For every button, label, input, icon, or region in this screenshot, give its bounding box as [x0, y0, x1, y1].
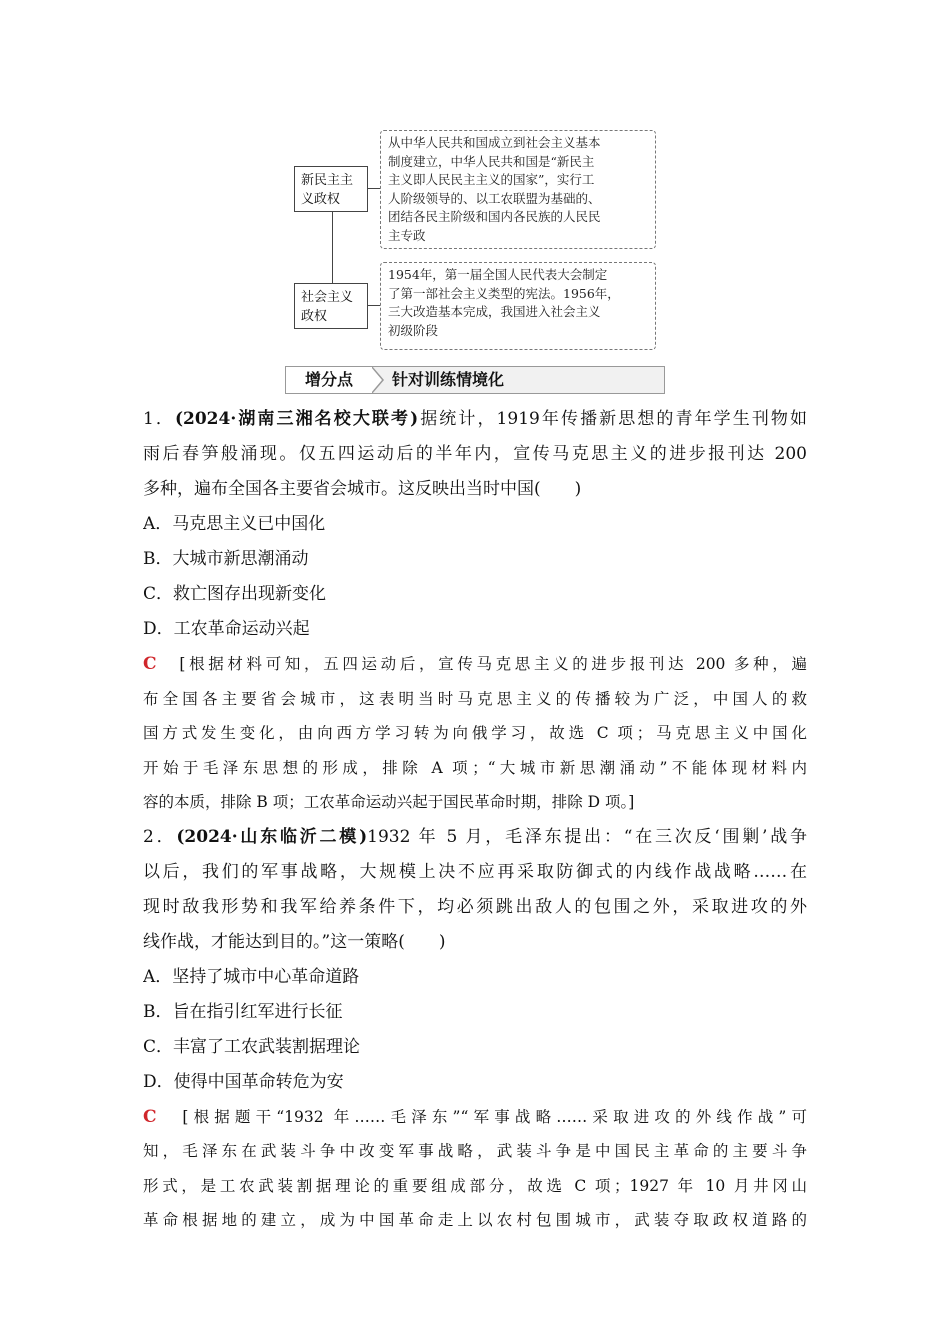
option-a: A．坚持了城市中心革命道路	[143, 966, 360, 987]
option-c: C．救亡图存出现新变化	[143, 584, 327, 604]
analysis-line: 开始于毛泽东思想的形成，排除 A 项；“大城市新思潮涌动”不能体现材料内	[143, 758, 807, 777]
desc-line: 人阶级领导的、以工农联盟为基础的、	[388, 190, 601, 206]
connector-bottom	[368, 305, 380, 306]
question-2	[143, 820, 807, 1238]
node-socialist	[294, 283, 368, 329]
desc-line: 制度建立，中华人民共和国是“新民主	[388, 153, 595, 169]
question-stem-line: 现时敌我形势和我军给养条件下，均必须跳出敌人的包围之外，采取进攻的外	[143, 896, 807, 917]
question-source: (2024·山东临沂二模)	[176, 826, 368, 847]
question-stem-line: 多种，遍布全国各主要省会城市。这反映出当时中国( )	[143, 479, 582, 499]
question-stem-line: 线作战，才能达到目的。”这一策略( )	[143, 931, 446, 952]
answer-letter: C	[143, 654, 157, 674]
question-stem-line: 雨后春笋般涌现。仅五四运动后的半年内，宣传马克思主义的进步报刊达 200	[143, 444, 807, 464]
node-new-democracy	[294, 166, 368, 212]
option-b: B．旨在指引红军进行长征	[143, 1001, 343, 1022]
desc-line: 主义即人民民主主义的国家”，实行工	[388, 172, 595, 187]
node-label: 义政权	[301, 192, 341, 207]
desc-new-democracy	[380, 130, 656, 249]
analysis-line: 国方式发生变化，由向西方学习转为向俄学习，故选 C 项；马克思主义中国化	[143, 724, 807, 742]
analysis-line: 革命根据地的建立，成为中国革命走上以农村包围城市，武装夺取政权道路的	[143, 1211, 807, 1229]
question-stem-line	[143, 820, 807, 855]
desc-line: 三大改造基本完成，我国进入社会主义	[388, 304, 601, 319]
analysis-text: [根据题干“1932 年……毛泽东”“军事战略……采取进攻的外线作战”可	[182, 1107, 807, 1126]
node-label: 新民主主	[301, 173, 354, 188]
question-list	[143, 402, 807, 1238]
desc-line: 主专政	[388, 227, 426, 243]
option-b: B．大城市新思潮涌动	[143, 549, 309, 569]
analysis-text: [根据材料可知，五四运动后，宣传马克思主义的进步报刊达 200 多种，遍	[179, 655, 807, 673]
answer-letter: C	[143, 1106, 157, 1127]
node-label: 社会主义	[301, 290, 354, 305]
analysis-line: 知，毛泽东在武装斗争中改变军事战略，武装斗争是中国民主革命的主要斗争	[143, 1142, 807, 1160]
question-1	[143, 402, 807, 820]
desc-line: 1954年，第一届全国人民代表大会制定	[388, 267, 608, 282]
desc-line: 了第一部社会主义类型的宪法。1956年，	[388, 285, 620, 301]
question-number: 1．	[143, 409, 175, 429]
option-d: D．工农革命运动兴起	[143, 619, 310, 639]
desc-line: 初级阶段	[388, 322, 439, 338]
option-d: D．使得中国革命转危为安	[143, 1071, 344, 1092]
option-a: A．马克思主义已中国化	[143, 514, 326, 534]
desc-line: 从中华人民共和国成立到社会主义基本	[388, 135, 601, 150]
option-c: C．丰富了工农武装割据理论	[143, 1036, 361, 1057]
question-source: (2024·湖南三湘名校大联考)	[174, 409, 419, 429]
analysis-line	[143, 647, 807, 682]
connector-vertical	[332, 211, 333, 283]
question-number: 2．	[143, 826, 177, 847]
section-header	[285, 366, 665, 394]
analysis-line: 容的本质，排除 B 项；工农革命运动兴起于国民革命时期，排除 D 项。]	[143, 793, 635, 811]
desc-socialist	[380, 262, 656, 350]
question-stem-line	[143, 402, 807, 437]
analysis-line	[143, 1100, 807, 1135]
analysis-line: 布全国各主要省会城市，这表明当时马克思主义的传播较为广泛，中国人的救	[143, 689, 807, 708]
question-text: 据统计，1919年传播新思想的青年学生刊物如	[418, 409, 807, 429]
regime-diagram	[0, 0, 950, 400]
section-tag-label: 增分点	[286, 367, 372, 393]
question-stem-line: 以后，我们的军事战略，大规模上决不应再采取防御式的内线作战战略……在	[143, 861, 807, 882]
desc-line: 团结各民主阶级和国内各民族的人民民	[388, 209, 601, 224]
analysis-line: 形式，是工农武装割据理论的重要组成部分，故选 C 项；1927 年 10 月井冈山	[143, 1176, 807, 1195]
node-label: 政权	[301, 309, 328, 324]
question-text: 1932 年 5 月，毛泽东提出：“在三次反‘围剿’战争	[367, 826, 807, 847]
connector-top	[368, 188, 380, 189]
section-title: 针对训练情境化	[392, 370, 505, 389]
